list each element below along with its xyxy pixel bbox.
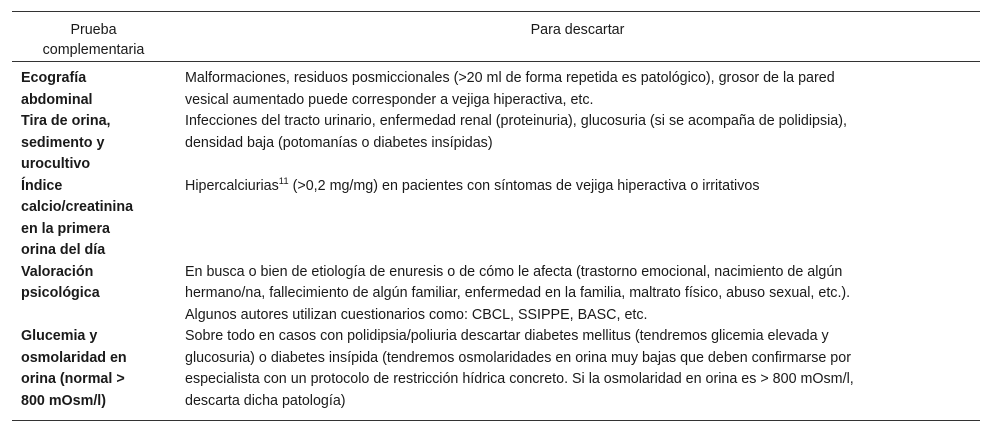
table-row: [12, 326, 980, 412]
test-description: Sobre todo en casos con polidipsia/poliuria descartar diabetes mellitus (tendremos glicemia elevada y glucosuria) o diabetes insípida (tendremos osmolaridades en orina muy bajas que deben confirmarse por especialista con un protocolo de restricción hídrica concreto. Si la osmolaridad en orina es > 800 mOsm/l, descarta dicha patología): [185, 328, 854, 409]
test-name: Índice calcio/creatinina en la primera orina del día: [21, 177, 134, 258]
header-test-column: Prueba complementaria: [42, 22, 145, 58]
reference-superscript: 11: [278, 175, 289, 187]
table-row: [12, 68, 980, 111]
test-name: Valoración psicológica: [21, 263, 100, 301]
test-name: Ecografía abdominal: [21, 70, 93, 108]
test-name: Tira de orina, sedimento y urocultivo: [21, 113, 111, 172]
test-name: Glucemia y osmolaridad en orina (normal > 800 mOsm/l): [21, 328, 127, 409]
table-row: [12, 111, 980, 176]
table-row: [12, 262, 980, 327]
table-row: [12, 176, 980, 262]
header-rule-out-column: Para descartar: [530, 22, 625, 38]
diagnostic-tests-table: [12, 11, 980, 421]
test-description: Infecciones del tracto urinario, enfermedad renal (proteinuria), glucosuria (si se acompaña de polidipsia), densidad baja (potomanías o diabetes insípidas): [185, 113, 847, 151]
test-description: Malformaciones, residuos posmiccionales (>20 ml de forma repetida es patológico), grosor de la pared vesical aumentado puede corresponder a vejiga hiperactiva, etc.: [185, 70, 835, 108]
table-header: [12, 12, 980, 62]
table-body: [12, 62, 980, 420]
test-description: En busca o bien de etiología de enuresis o de cómo le afecta (trastorno emocional, nacimiento de algún hermano/na, fallecimiento de algún familiar, enfermedad en la familia, maltrato físico, abuso sexual, etc.). Algunos autores utilizan cuestionarios como: CBCL, SSIPPE, BASC, etc.: [185, 263, 851, 323]
test-description: [183, 176, 980, 262]
description-text: (>0,2 mg/mg) en pacientes con síntomas de vejiga hiperactiva o irritativos: [288, 177, 760, 194]
description-text: Hipercalciurias: [185, 177, 279, 194]
